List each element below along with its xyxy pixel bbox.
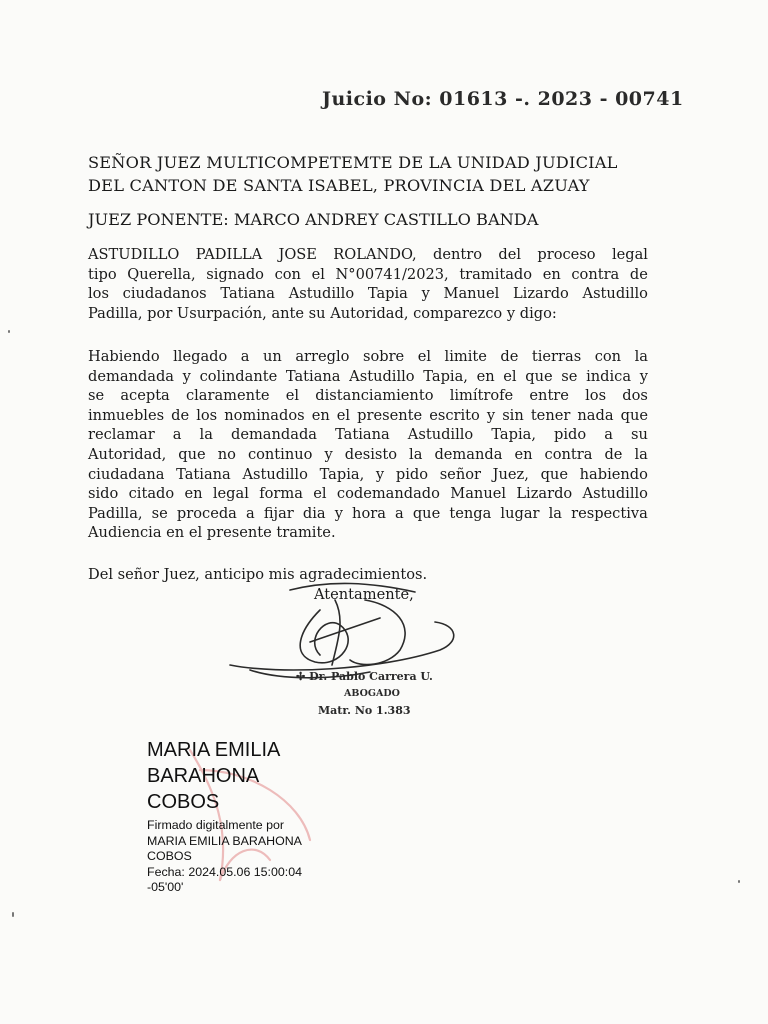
word: tipo (88, 265, 117, 283)
word: proceso (537, 246, 596, 263)
word: Tapia, (319, 465, 365, 483)
word: que (620, 406, 648, 424)
word: la (634, 445, 648, 463)
word: Tapia, (491, 426, 536, 444)
paragraph-line (88, 347, 648, 367)
word: de (500, 348, 519, 365)
word: sin (502, 406, 524, 424)
word: en (476, 367, 495, 385)
paragraph-line (88, 445, 648, 465)
word: el (313, 485, 327, 503)
addressee-line: SEÑOR JUEZ MULTICOMPETEMTE DE LA UNIDAD JUDICIAL (88, 153, 618, 172)
word: arreglo (295, 348, 350, 365)
word: no (217, 445, 236, 463)
word: limítrofe (449, 387, 514, 405)
word: se (561, 367, 578, 385)
word: en (542, 265, 561, 283)
word: con (274, 265, 301, 283)
word: tierras (531, 348, 582, 365)
word: fijar (263, 504, 294, 522)
word: Tapia (367, 285, 408, 302)
signer-name-line: MARIA EMILIA (147, 739, 281, 761)
stamp-name: Dr. Pablo Carrera U. (309, 670, 433, 683)
cross-icon: ✢ (296, 670, 306, 683)
signature-detail-line: COBOS (147, 849, 192, 863)
word: el (311, 265, 325, 283)
word: y (324, 445, 333, 463)
word: Tatiana (176, 465, 231, 483)
word: y (334, 504, 343, 522)
word: Autoridad, (88, 445, 167, 463)
signature-detail-line: -05'00' (147, 880, 184, 894)
word: Tapia, (423, 367, 468, 385)
word: los (196, 406, 218, 424)
word: Lizardo (512, 285, 569, 302)
word: Astudillo (407, 426, 474, 444)
word: tramitado (459, 265, 533, 283)
word: ciudadana (88, 465, 165, 483)
word: nada (577, 406, 614, 424)
word: signado (206, 265, 264, 283)
word: el (417, 348, 432, 365)
word: colindante (199, 367, 278, 385)
word: respectiva (571, 504, 648, 522)
word: hora (352, 504, 386, 522)
word: el (336, 406, 351, 424)
word: que (412, 504, 441, 522)
word: a (395, 504, 404, 522)
paragraph-line (88, 265, 648, 285)
word: acepta (120, 387, 170, 405)
word: llegado (173, 348, 228, 365)
word: en (514, 445, 533, 463)
word: nominados (224, 406, 305, 424)
paragraph-line (88, 465, 648, 485)
digital-signature-details (147, 818, 302, 896)
paragraph-line: Audiencia en el presente tramite. (88, 524, 336, 542)
word: Manuel (450, 485, 507, 503)
word: de (629, 265, 648, 283)
word: contra (544, 445, 593, 463)
signature-detail-line: MARIA EMILIA BARAHONA (147, 833, 302, 848)
word: a (172, 426, 182, 444)
scan-speck (12, 912, 14, 917)
word: a (240, 348, 250, 365)
word: se (88, 387, 105, 405)
word: un (263, 348, 282, 365)
word: Padilla, (88, 504, 143, 522)
word: que (525, 367, 553, 385)
word: PADILLA (195, 246, 263, 263)
word: sido (88, 485, 119, 503)
word: y (375, 465, 385, 483)
paragraph-line (88, 284, 648, 304)
word: y (486, 406, 496, 424)
paragraph-line (88, 425, 648, 445)
word: dentro (433, 246, 483, 263)
word: presente (357, 406, 423, 424)
word: Juez, (492, 465, 529, 483)
paragraph-line (88, 245, 648, 265)
word: Astudillo (582, 485, 648, 503)
word: de (171, 406, 190, 424)
word: Astudillo (582, 285, 648, 302)
word: entre (529, 387, 569, 405)
paragraph-body (88, 347, 648, 543)
word: en (184, 485, 203, 503)
word: contra (571, 265, 620, 283)
signature-detail-line: Firmado digitalmente por (147, 818, 285, 832)
signer-name-line: COBOS (147, 791, 220, 813)
word: citado (128, 485, 175, 503)
word: Habiendo (88, 348, 160, 365)
paragraph-line (88, 406, 648, 426)
word: forma (259, 485, 303, 503)
word: tenga (449, 504, 492, 522)
case-number: Juicio No: 01613 -. 2023 - 00741 (322, 88, 684, 110)
word: demanda (434, 445, 503, 463)
word: de (604, 445, 623, 463)
word: Tatiana (335, 426, 390, 444)
word: se (151, 504, 168, 522)
word: y (421, 285, 430, 302)
signature-detail-line: Fecha: 2024.05.06 15:00:04 (147, 864, 303, 879)
word: proceda (176, 504, 237, 522)
stamp-title: ABOGADO (344, 688, 400, 699)
word: continuo (247, 445, 313, 463)
word: habiendo (579, 465, 648, 483)
word: lugar (500, 504, 540, 522)
word: N°00741/2023, (335, 265, 449, 283)
word: pido (395, 465, 428, 483)
scan-speck (738, 880, 740, 883)
stamp-registration: Matr. No 1.383 (318, 704, 411, 717)
digital-signer-name (147, 737, 280, 815)
word: la (409, 445, 423, 463)
word: tener (530, 406, 571, 424)
word: sobre (362, 348, 405, 365)
word: la (548, 504, 562, 522)
paragraph-line: Padilla, por Usurpación, ante su Autoridad, comparezco y digo: (88, 304, 557, 322)
word: codemandado (336, 485, 440, 503)
word: con (594, 348, 622, 365)
word: Querella, (127, 265, 196, 283)
word: Astudillo (242, 465, 308, 483)
word: Tatiana (285, 367, 341, 385)
word: dos (622, 387, 648, 405)
word: dia (302, 504, 326, 522)
word: limite (444, 348, 487, 365)
paragraph-line (88, 484, 648, 504)
signer-name-line: BARAHONA (147, 765, 260, 787)
word: del (498, 246, 522, 263)
word: claramente (185, 387, 270, 405)
word: y (639, 367, 648, 385)
regards-line: Atentamente, (314, 586, 414, 603)
word: en (311, 406, 330, 424)
word: distanciamiento (315, 387, 434, 405)
word: ciudadanos (122, 285, 207, 302)
word: la (634, 348, 648, 365)
word: Lizardo (516, 485, 573, 503)
paragraph-intro (88, 245, 648, 323)
word: que (540, 465, 568, 483)
word: su (631, 426, 648, 444)
word: la (199, 426, 213, 444)
word: los (585, 387, 607, 405)
word: JOSE (278, 246, 317, 263)
word: legal (212, 485, 249, 503)
judge-ponente-line: JUEZ PONENTE: MARCO ANDREY CASTILLO BANDA (88, 210, 539, 229)
word: señor (439, 465, 481, 483)
word: que (178, 445, 206, 463)
word: Astudillo (288, 285, 355, 302)
word: a (604, 426, 613, 444)
paragraph-line (88, 386, 648, 406)
word: el (285, 387, 300, 405)
closing-line: Del señor Juez, anticipo mis agradecimientos. (88, 566, 428, 583)
word: los (88, 285, 109, 302)
addressee-line: DEL CANTON DE SANTA ISABEL, PROVINCIA DEL AZUAY (88, 176, 590, 195)
paragraph-line (88, 504, 648, 524)
word: demandada (230, 426, 317, 444)
word: y (182, 367, 191, 385)
paragraph-line (88, 367, 648, 387)
word: indica (586, 367, 632, 385)
word: Tatiana (220, 285, 275, 302)
word: el (503, 367, 517, 385)
word: legal (611, 246, 648, 263)
word: inmuebles (88, 406, 165, 424)
word: ASTUDILLO (88, 246, 180, 263)
word: reclamar (88, 426, 155, 444)
word: ROLANDO, (333, 246, 417, 263)
scan-speck (8, 330, 10, 333)
word: demandada (88, 367, 175, 385)
addressee-block (88, 151, 648, 197)
word: Astudillo (349, 367, 415, 385)
word: a (246, 504, 255, 522)
word: desisto (344, 445, 398, 463)
word: pido (554, 426, 587, 444)
lawyer-stamp (296, 668, 456, 719)
word: escrito (429, 406, 480, 424)
word: Manuel (443, 285, 500, 302)
